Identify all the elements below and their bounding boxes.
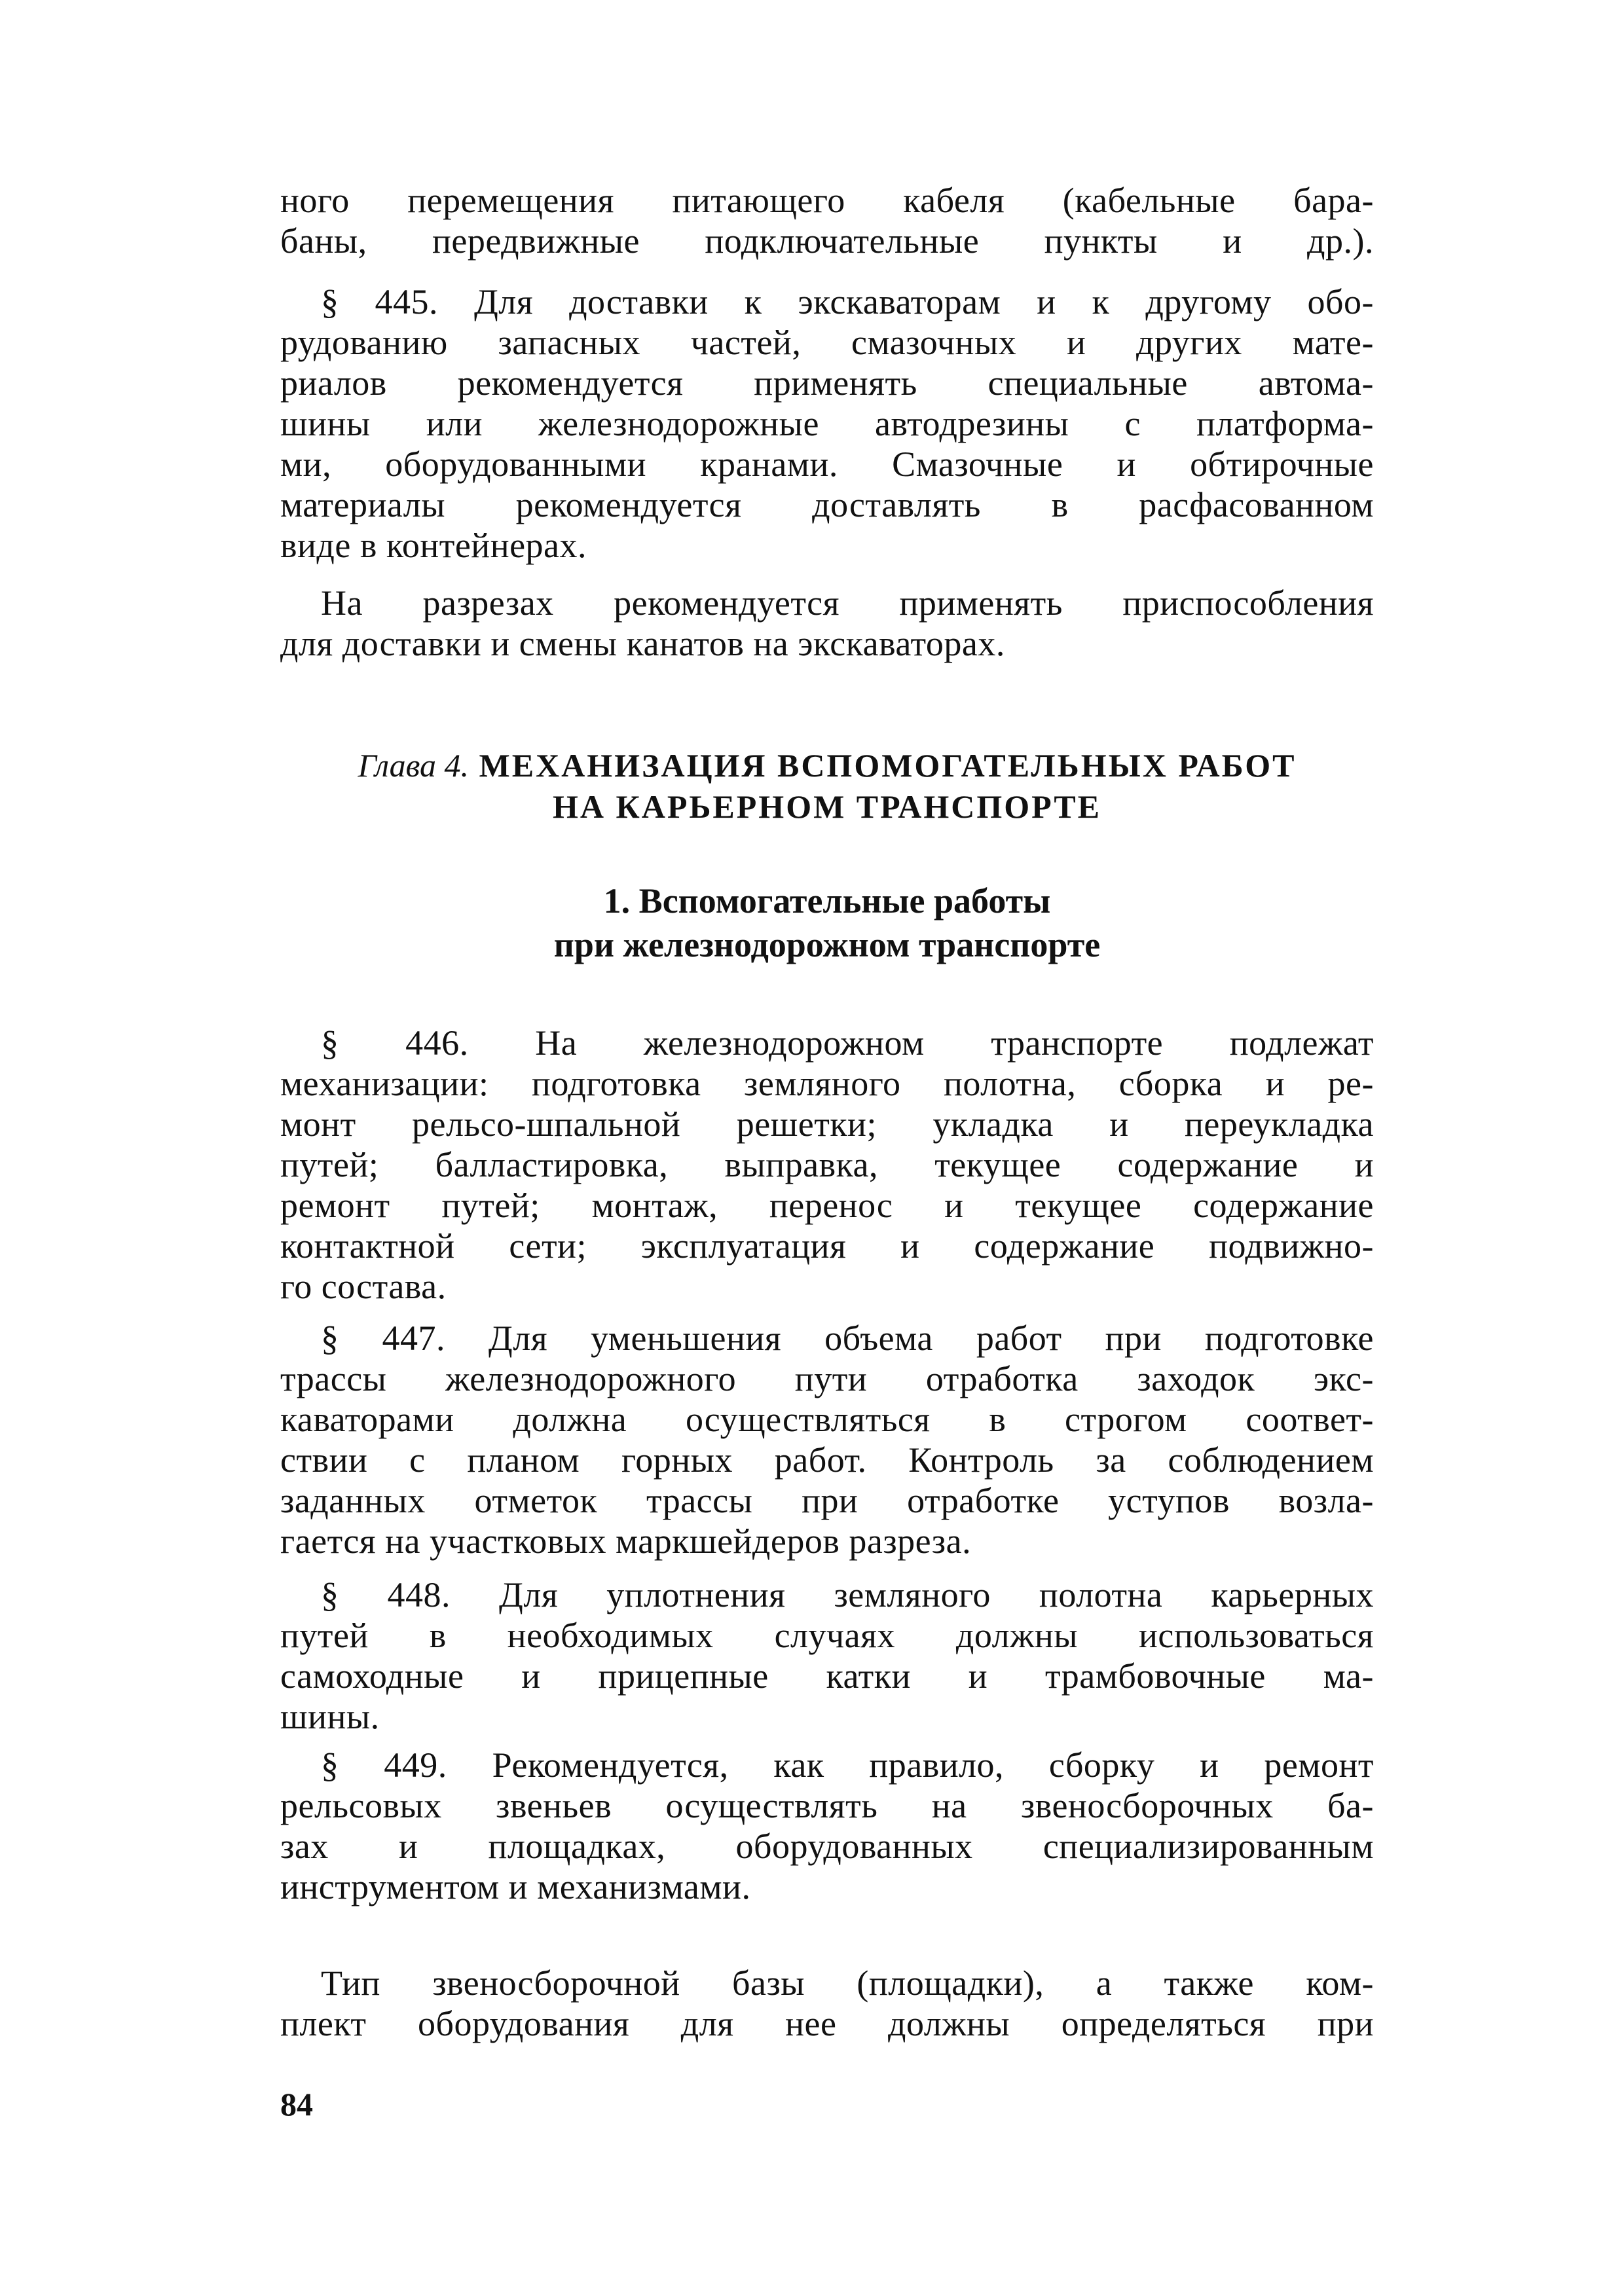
- paragraph-line: заданных отметок трассы при отработке уступов возла-: [280, 1481, 1374, 1520]
- page-number: 84: [280, 2086, 313, 2123]
- chapter-title: МЕХАНИЗАЦИЯ ВСПОМОГАТЕЛЬНЫХ РАБОТ: [479, 747, 1297, 784]
- chapter-heading-line2: НА КАРЬЕРНОМ ТРАНСПОРТЕ: [552, 788, 1102, 825]
- chapter-heading-line1: [280, 746, 1374, 784]
- paragraph-line: каваторами должна осуществляться в строгом соответ-: [280, 1400, 1374, 1439]
- chapter-label: Глава 4.: [358, 747, 470, 784]
- paragraph-line: плект оборудования для нее должны определяться при: [280, 2004, 1374, 2043]
- paragraph-line: риалов рекомендуется применять специальные автома-: [280, 363, 1374, 403]
- paragraph-line: На разрезах рекомендуется применять приспособления: [321, 583, 1374, 623]
- paragraph-line: трассы железнодорожного пути отработка заходок экс-: [280, 1359, 1374, 1398]
- section-heading-line2: при железнодорожном транспорте: [553, 925, 1101, 964]
- paragraph-line: зах и площадках, оборудованных специализированным: [280, 1827, 1374, 1866]
- paragraph-line: материалы рекомендуется доставлять в расфасованном: [280, 485, 1374, 524]
- paragraph-line: путей в необходимых случаях должны использоваться: [280, 1616, 1374, 1655]
- paragraph-line: рудованию запасных частей, смазочных и других мате-: [280, 323, 1374, 362]
- paragraph-line: для доставки и смены канатов на экскаваторах.: [280, 624, 1005, 663]
- paragraph-line: § 448. Для уплотнения земляного полотна карьерных: [321, 1575, 1374, 1614]
- paragraph-line: ремонт путей; монтаж, перенос и текущее содержание: [280, 1186, 1374, 1225]
- paragraph-line: путей; балластировка, выправка, текущее содержание и: [280, 1145, 1374, 1184]
- paragraph-line: ми, оборудованными кранами. Смазочные и обтирочные: [280, 445, 1374, 484]
- paragraph-line: Тип звеносборочной базы (площадки), а также ком-: [321, 1963, 1374, 2003]
- paragraph-line: го состава.: [280, 1267, 447, 1306]
- paragraph-line: монт рельсо-шпальной решетки; укладка и переукладка: [280, 1104, 1374, 1144]
- section-heading-line1: 1. Вспомогательные работы: [603, 881, 1051, 920]
- paragraph-line: самоходные и прицепные катки и трамбовочные ма-: [280, 1656, 1374, 1696]
- paragraph-line: механизации: подготовка земляного полотна, сборка и ре-: [280, 1064, 1374, 1103]
- paragraph-line: рельсовых звеньев осуществлять на звеносборочных ба-: [280, 1786, 1374, 1825]
- paragraph-line: виде в контейнерах.: [280, 526, 587, 565]
- paragraph-line: шины.: [280, 1697, 380, 1736]
- paragraph-line: § 446. На железнодорожном транспорте подлежат: [321, 1023, 1374, 1063]
- paragraph-line: шины или железнодорожные автодрезины с платформа-: [280, 404, 1374, 443]
- paragraph-line: инструментом и механизмами.: [280, 1867, 751, 1906]
- paragraph-line: ного перемещения питающего кабеля (кабельные бара-: [280, 181, 1374, 220]
- paragraph-line: контактной сети; эксплуатация и содержание подвижно-: [280, 1226, 1374, 1266]
- paragraph-line: § 447. Для уменьшения объема работ при подготовке: [321, 1319, 1374, 1358]
- paragraph-line: баны, передвижные подключательные пункты и др.).: [280, 221, 1374, 261]
- paragraph-line: § 445. Для доставки к экскаваторам и к другому обо-: [321, 282, 1374, 321]
- paragraph-line: § 449. Рекомендуется, как правило, сборку и ремонт: [321, 1745, 1374, 1785]
- paragraph-line: ствии с планом горных работ. Контроль за соблюдением: [280, 1440, 1374, 1480]
- paragraph-line: гается на участковых маркшейдеров разреза.: [280, 1522, 972, 1561]
